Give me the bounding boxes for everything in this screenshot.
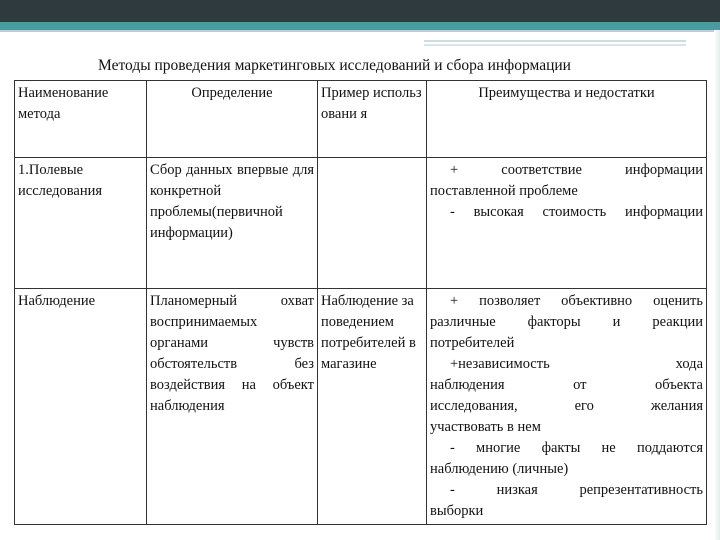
row-example-cell (318, 289, 427, 525)
header-example-cell (318, 81, 427, 158)
pros-cons-line: выборки (430, 503, 484, 519)
pros-cons-line: поставленной проблеме (430, 183, 578, 199)
header-example: Пример использовани я (321, 85, 422, 122)
method-definition: Планомерный охват воспринимаемых органами чувств обстоятельств без воздействия на объект наблюдения (150, 293, 314, 414)
pros-cons-line: - высокая стоимость информации (450, 204, 703, 220)
pros-cons-line: различные факторы и реакции (430, 314, 703, 330)
header-definition-cell (147, 81, 318, 158)
slide-title: Методы проведения маркетинговых исследований и сбора информации (98, 57, 571, 74)
header-name: Наименование метода (18, 85, 109, 122)
pros-cons-line: потребителей (430, 335, 515, 351)
slide-top-accent-bar (0, 22, 720, 30)
slide-top-divider (0, 30, 720, 32)
pros-cons-line: + позволяет объективно оценить (450, 293, 703, 309)
header-pros-cons: Преимущества и недостатки (478, 85, 655, 101)
pros-cons-line: наблюдения от объекта (430, 377, 703, 393)
row-pros-cons-cell (427, 158, 707, 289)
pros-cons-line: участвовать в нем (430, 419, 541, 435)
decorative-line (424, 40, 686, 42)
slide-top-bar (0, 0, 720, 22)
decorative-line (424, 44, 686, 46)
pros-cons-line: +независимость хода (450, 356, 703, 372)
table-row (15, 158, 707, 289)
methods-table (14, 80, 707, 525)
row-example-cell (318, 158, 427, 289)
pros-cons-line: - низкая репрезентативность (450, 482, 703, 498)
method-definition: Сбор данных впервые для конкретной проблемы(первичной информации) (150, 162, 314, 241)
method-name: Наблюдение (18, 293, 96, 309)
row-name-cell (15, 289, 147, 525)
row-pros-cons-cell (427, 289, 707, 525)
pros-cons-line: - многие факты не поддаются (450, 440, 703, 456)
header-pros-cons-cell (427, 81, 707, 158)
pros-cons-line: + соответствие информации (450, 162, 703, 178)
slide-right-edge (714, 30, 720, 540)
row-definition-cell (147, 158, 318, 289)
method-name: 1.Полевые исследования (18, 162, 103, 199)
pros-cons-line: наблюдению (личные) (430, 461, 569, 477)
pros-cons-line: исследования, его желания (430, 398, 703, 414)
row-definition-cell (147, 289, 318, 525)
header-name-cell (15, 81, 147, 158)
table-row (15, 289, 707, 525)
table-header-row (15, 81, 707, 158)
method-example: Наблюдение за поведением потребителей в магазине (321, 293, 416, 372)
header-definition: Определение (191, 85, 273, 101)
row-name-cell (15, 158, 147, 289)
